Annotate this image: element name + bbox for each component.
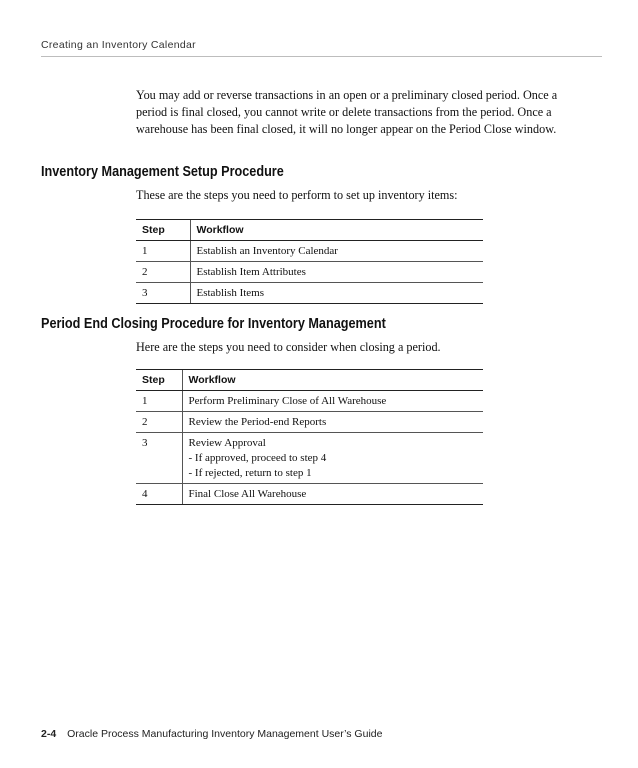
step-number: 3: [136, 433, 182, 484]
table-row: [136, 484, 483, 505]
workflow-text: Review Approval: [188, 437, 266, 449]
table-row: [136, 283, 483, 304]
running-header: Creating an Inventory Calendar: [41, 39, 196, 51]
step-number: 2: [136, 262, 190, 283]
setup-steps-table: [136, 219, 483, 304]
workflow-text: Establish Item Attributes: [190, 262, 483, 283]
page-number: 2-4: [41, 728, 57, 740]
workflow-text: Review the Period-end Reports: [182, 412, 483, 433]
book-title: Oracle Process Manufacturing Inventory Management User’s Guide: [67, 728, 383, 740]
step-number: 1: [136, 241, 190, 262]
column-header-workflow: Workflow: [190, 220, 483, 241]
workflow-text: Final Close All Warehouse: [182, 484, 483, 505]
workflow-text: Establish Items: [190, 283, 483, 304]
workflow-note-approved: - If approved, proceed to step 4: [188, 452, 327, 464]
workflow-text: Perform Preliminary Close of All Warehouse: [182, 391, 483, 412]
header-rule: [41, 56, 602, 57]
page-footer: [41, 728, 382, 740]
table-header-row: [136, 220, 483, 241]
column-header-step: Step: [136, 370, 182, 391]
table-header-row: [136, 370, 483, 391]
table-row: [136, 412, 483, 433]
table-row: [136, 433, 483, 484]
workflow-cell: [182, 433, 483, 484]
step-number: 4: [136, 484, 182, 505]
closing-steps-table: [136, 369, 483, 505]
column-header-workflow: Workflow: [182, 370, 483, 391]
closing-procedure-heading: Period End Closing Procedure for Inventory Management: [41, 316, 386, 332]
step-number: 2: [136, 412, 182, 433]
table-row: [136, 262, 483, 283]
column-header-step: Step: [136, 220, 190, 241]
workflow-note-rejected: - If rejected, return to step 1: [188, 467, 312, 479]
step-number: 3: [136, 283, 190, 304]
setup-procedure-heading: Inventory Management Setup Procedure: [41, 164, 284, 180]
table-row: [136, 241, 483, 262]
setup-procedure-lead: These are the steps you need to perform to set up inventory items:: [136, 188, 458, 202]
table-row: [136, 391, 483, 412]
intro-paragraph: You may add or reverse transactions in an open or a preliminary closed period. Once a period is final closed, you cannot write or delete transactions from the period. Once a warehouse has been final closed, it will no longer appear on the Period Close window.: [136, 88, 558, 136]
workflow-text: Establish an Inventory Calendar: [190, 241, 483, 262]
closing-procedure-lead: Here are the steps you need to consider when closing a period.: [136, 340, 441, 354]
step-number: 1: [136, 391, 182, 412]
